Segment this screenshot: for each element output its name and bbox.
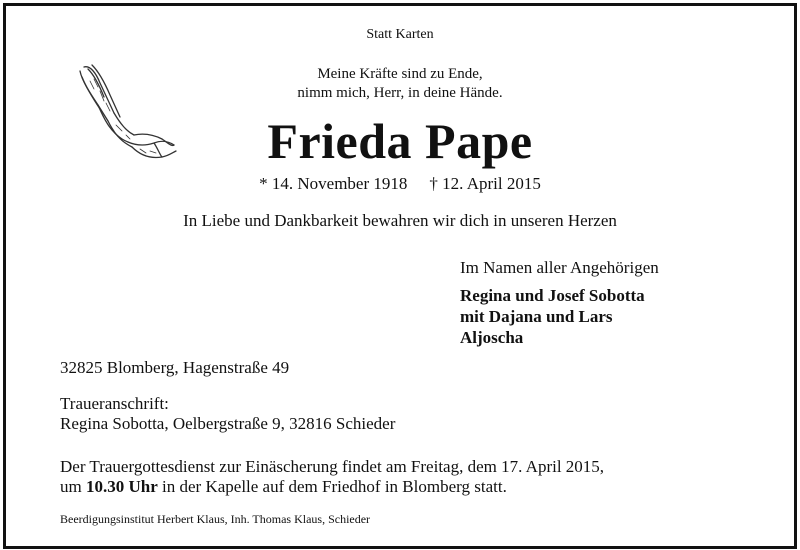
service-info: [60, 457, 760, 497]
service-time: 10.30 Uhr: [85, 477, 158, 496]
verse-line-2: nimm mich, Herr, in deine Hände.: [297, 85, 503, 101]
life-dates: [6, 174, 794, 194]
signature-names: [460, 285, 659, 348]
signature-block: [460, 258, 659, 348]
service-line-2-pre: um: [60, 477, 82, 496]
signature-lead: Im Namen aller Angehörigen: [460, 258, 659, 277]
birth-date: * 14. November 1918: [259, 174, 408, 193]
service-line-2: [60, 477, 760, 497]
service-line-1: Der Trauergottesdienst zur Einäscherung findet am Freitag, dem 17. April 2015,: [60, 457, 605, 476]
service-line-2-post: in der Kapelle auf dem Friedhof in Blomberg statt.: [162, 477, 507, 496]
death-date: † 12. April 2015: [429, 174, 541, 193]
verse-line-1: Meine Kräfte sind zu Ende,: [317, 66, 483, 82]
tribute-text: In Liebe und Dankbarkeit bewahren wir dich in unseren Herzen: [183, 211, 617, 230]
home-address: 32825 Blomberg, Hagenstraße 49: [60, 358, 290, 377]
signature-line-1: Regina und Josef Sobotta: [460, 286, 645, 305]
funeral-home: Beerdigungsinstitut Herbert Klaus, Inh. Thomas Klaus, Schieder: [60, 512, 371, 526]
obituary-notice: [3, 3, 797, 549]
header-text: Statt Karten: [366, 27, 434, 42]
deceased-name: Frieda Pape: [267, 113, 533, 169]
mailing-address-line: Regina Sobotta, Oelbergstraße 9, 32816 Schieder: [60, 414, 396, 433]
mailing-label: Traueranschrift:: [60, 394, 169, 413]
signature-line-2: mit Dajana und Lars: [460, 307, 613, 326]
signature-line-3: Aljoscha: [460, 328, 524, 347]
mailing-address: [60, 394, 395, 434]
